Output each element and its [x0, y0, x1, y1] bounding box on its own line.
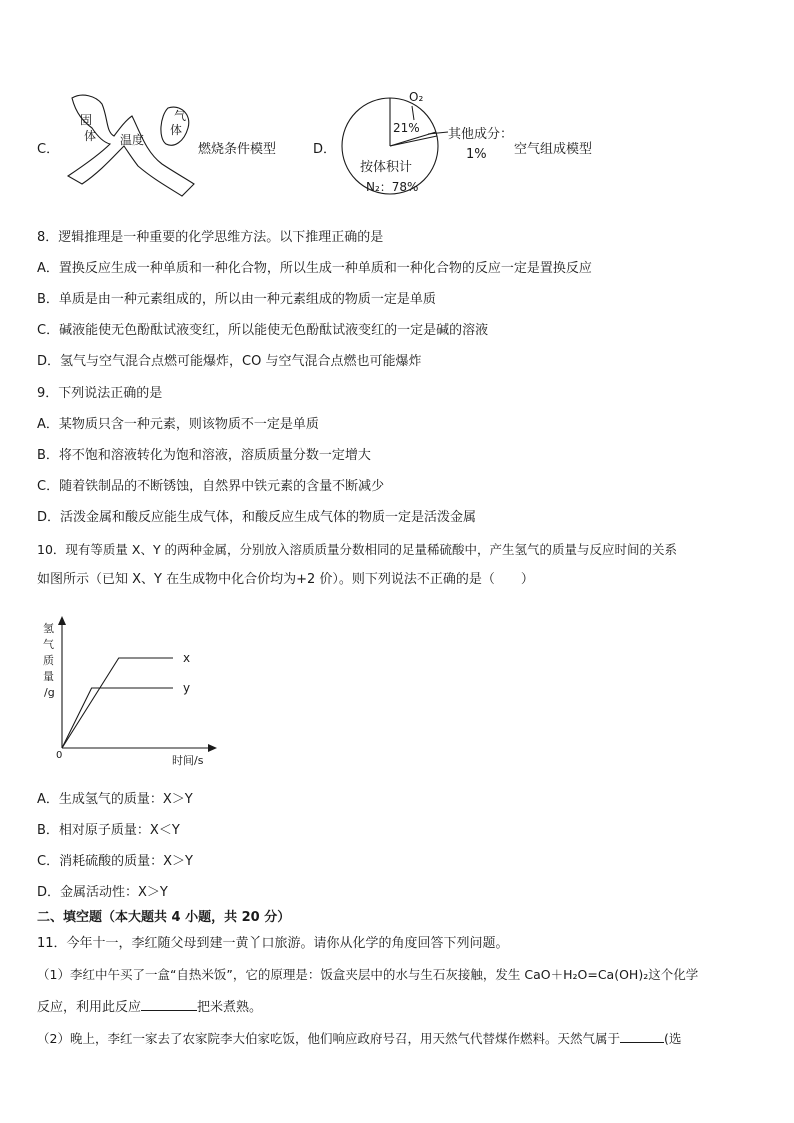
y-axis-arrow	[58, 616, 66, 625]
q11-part2-line1	[37, 1030, 681, 1048]
q9-option-a: A．某物质只含一种元素，则该物质不一定是单质	[37, 417, 319, 432]
gas-label-2: 体	[170, 123, 183, 137]
other-percent: 1%	[466, 147, 487, 162]
q9-stem: 9．下列说法正确的是	[37, 386, 163, 401]
series-label-x: x	[183, 651, 191, 665]
q9-option-b: B．将不饱和溶液转化为饱和溶液，溶质质量分数一定增大	[37, 448, 371, 463]
q8-option-c: C．碱液能使无色酚酞试液变红，所以能使无色酚酞试液变红的一定是碱的溶液	[37, 323, 489, 338]
series-line-x	[62, 658, 173, 748]
q11-part1-line2	[37, 998, 262, 1017]
other-label: 其他成分：	[448, 127, 514, 142]
hydrogen-mass-chart	[40, 612, 230, 770]
o2-leader-line	[412, 106, 414, 120]
q11-part1-line2-text-a: 反应，利用此反应	[37, 1000, 142, 1015]
solid-label-1: 固	[80, 113, 93, 127]
q9-option-d: D．活泼金属和酸反应能生成气体，和酸反应生成气体的物质一定是活泼金属	[37, 510, 477, 525]
option-c-letter: C．	[37, 142, 60, 157]
answer-blank-2[interactable]	[620, 1030, 664, 1043]
y-axis-label-char: /g	[44, 686, 55, 699]
series-line-y	[62, 688, 173, 748]
x-axis-label: 时间/s	[172, 754, 204, 767]
q10-option-a: A．生成氢气的质量：X＞Y	[37, 792, 193, 807]
q10-option-b: B．相对原子质量：X＜Y	[37, 823, 180, 838]
q9-option-c: C．随着铁制品的不断锈蚀，自然界中铁元素的含量不断减少	[37, 479, 385, 494]
q10-option-c: C．消耗硫酸的质量：X＞Y	[37, 854, 193, 869]
y-axis-label	[43, 621, 55, 699]
answer-blank-1[interactable]	[141, 998, 197, 1011]
combustion-model-figure	[62, 92, 198, 202]
q11-part1-line2-text-b: 把米煮熟。	[197, 1000, 263, 1015]
o2-label: O₂	[409, 90, 424, 104]
q11-part2-text-b: (选	[663, 1031, 682, 1046]
q11-stem: 11．今年十一，李红随父母到建一黄丫口旅游。请你从化学的角度回答下列问题。	[37, 936, 509, 951]
solid-label-2: 体	[84, 129, 97, 143]
q8-option-a: A．置换反应生成一种单质和一种化合物，所以生成一种单质和一种化合物的反应一定是置换反应	[37, 261, 592, 276]
q8-option-d: D．氢气与空气混合点燃可能爆炸，CO 与空气混合点燃也可能爆炸	[37, 354, 422, 369]
option-c-caption: 燃烧条件模型	[198, 142, 277, 157]
option-d-letter: D．	[313, 142, 337, 157]
q10-option-d: D．金属活动性：X＞Y	[37, 885, 168, 900]
section2-title: 二、填空题（本大题共 4 小题，共 20 分）	[37, 910, 291, 925]
x-axis-arrow	[208, 744, 217, 752]
q11-part2-text-a: （2）晚上，李红一家去了农家院李大伯家吃饭，他们响应政府号召，用天然气代替煤作燃料。天然气属于	[37, 1031, 620, 1046]
gas-label-1: 气	[174, 109, 187, 123]
y-axis-label-char: 量	[43, 670, 54, 683]
q10-stem-line2: 如图所示（已知 X、Y 在生成物中化合价均为+2 价）。则下列说法不正确的是（ ）	[37, 572, 534, 587]
series-group	[62, 651, 190, 748]
origin-label: 0	[56, 750, 63, 761]
q8-option-b: B．单质是由一种元素组成的，所以由一种元素组成的物质一定是单质	[37, 292, 436, 307]
y-axis-label-char: 氢	[43, 622, 54, 635]
n2-label: N₂：78%	[366, 180, 419, 194]
option-d-caption: 空气组成模型	[514, 142, 593, 157]
volume-note: 按体积计	[360, 160, 413, 175]
series-label-y: y	[183, 681, 191, 695]
y-axis-label-char: 气	[43, 638, 54, 651]
q10-stem-line1: 10．现有等质量 X、Y 的两种金属，分别放入溶质质量分数相同的足量稀硫酸中，产生氢气的质量与反应时间的关系	[37, 542, 678, 557]
pie-radius-other	[390, 136, 437, 146]
o2-percent: 21%	[393, 121, 420, 135]
q11-part1-line1: （1）李红中午买了一盒“自热米饭”，它的原理是：饭盒夹层中的水与生石灰接触，发生 CaO＋H₂O=Ca(OH)₂这个化学	[37, 967, 699, 982]
temperature-label: 温度	[120, 133, 145, 147]
q8-stem: 8．逻辑推理是一种重要的化学思维方法。以下推理正确的是	[37, 230, 384, 245]
y-axis-label-char: 质	[43, 654, 54, 667]
